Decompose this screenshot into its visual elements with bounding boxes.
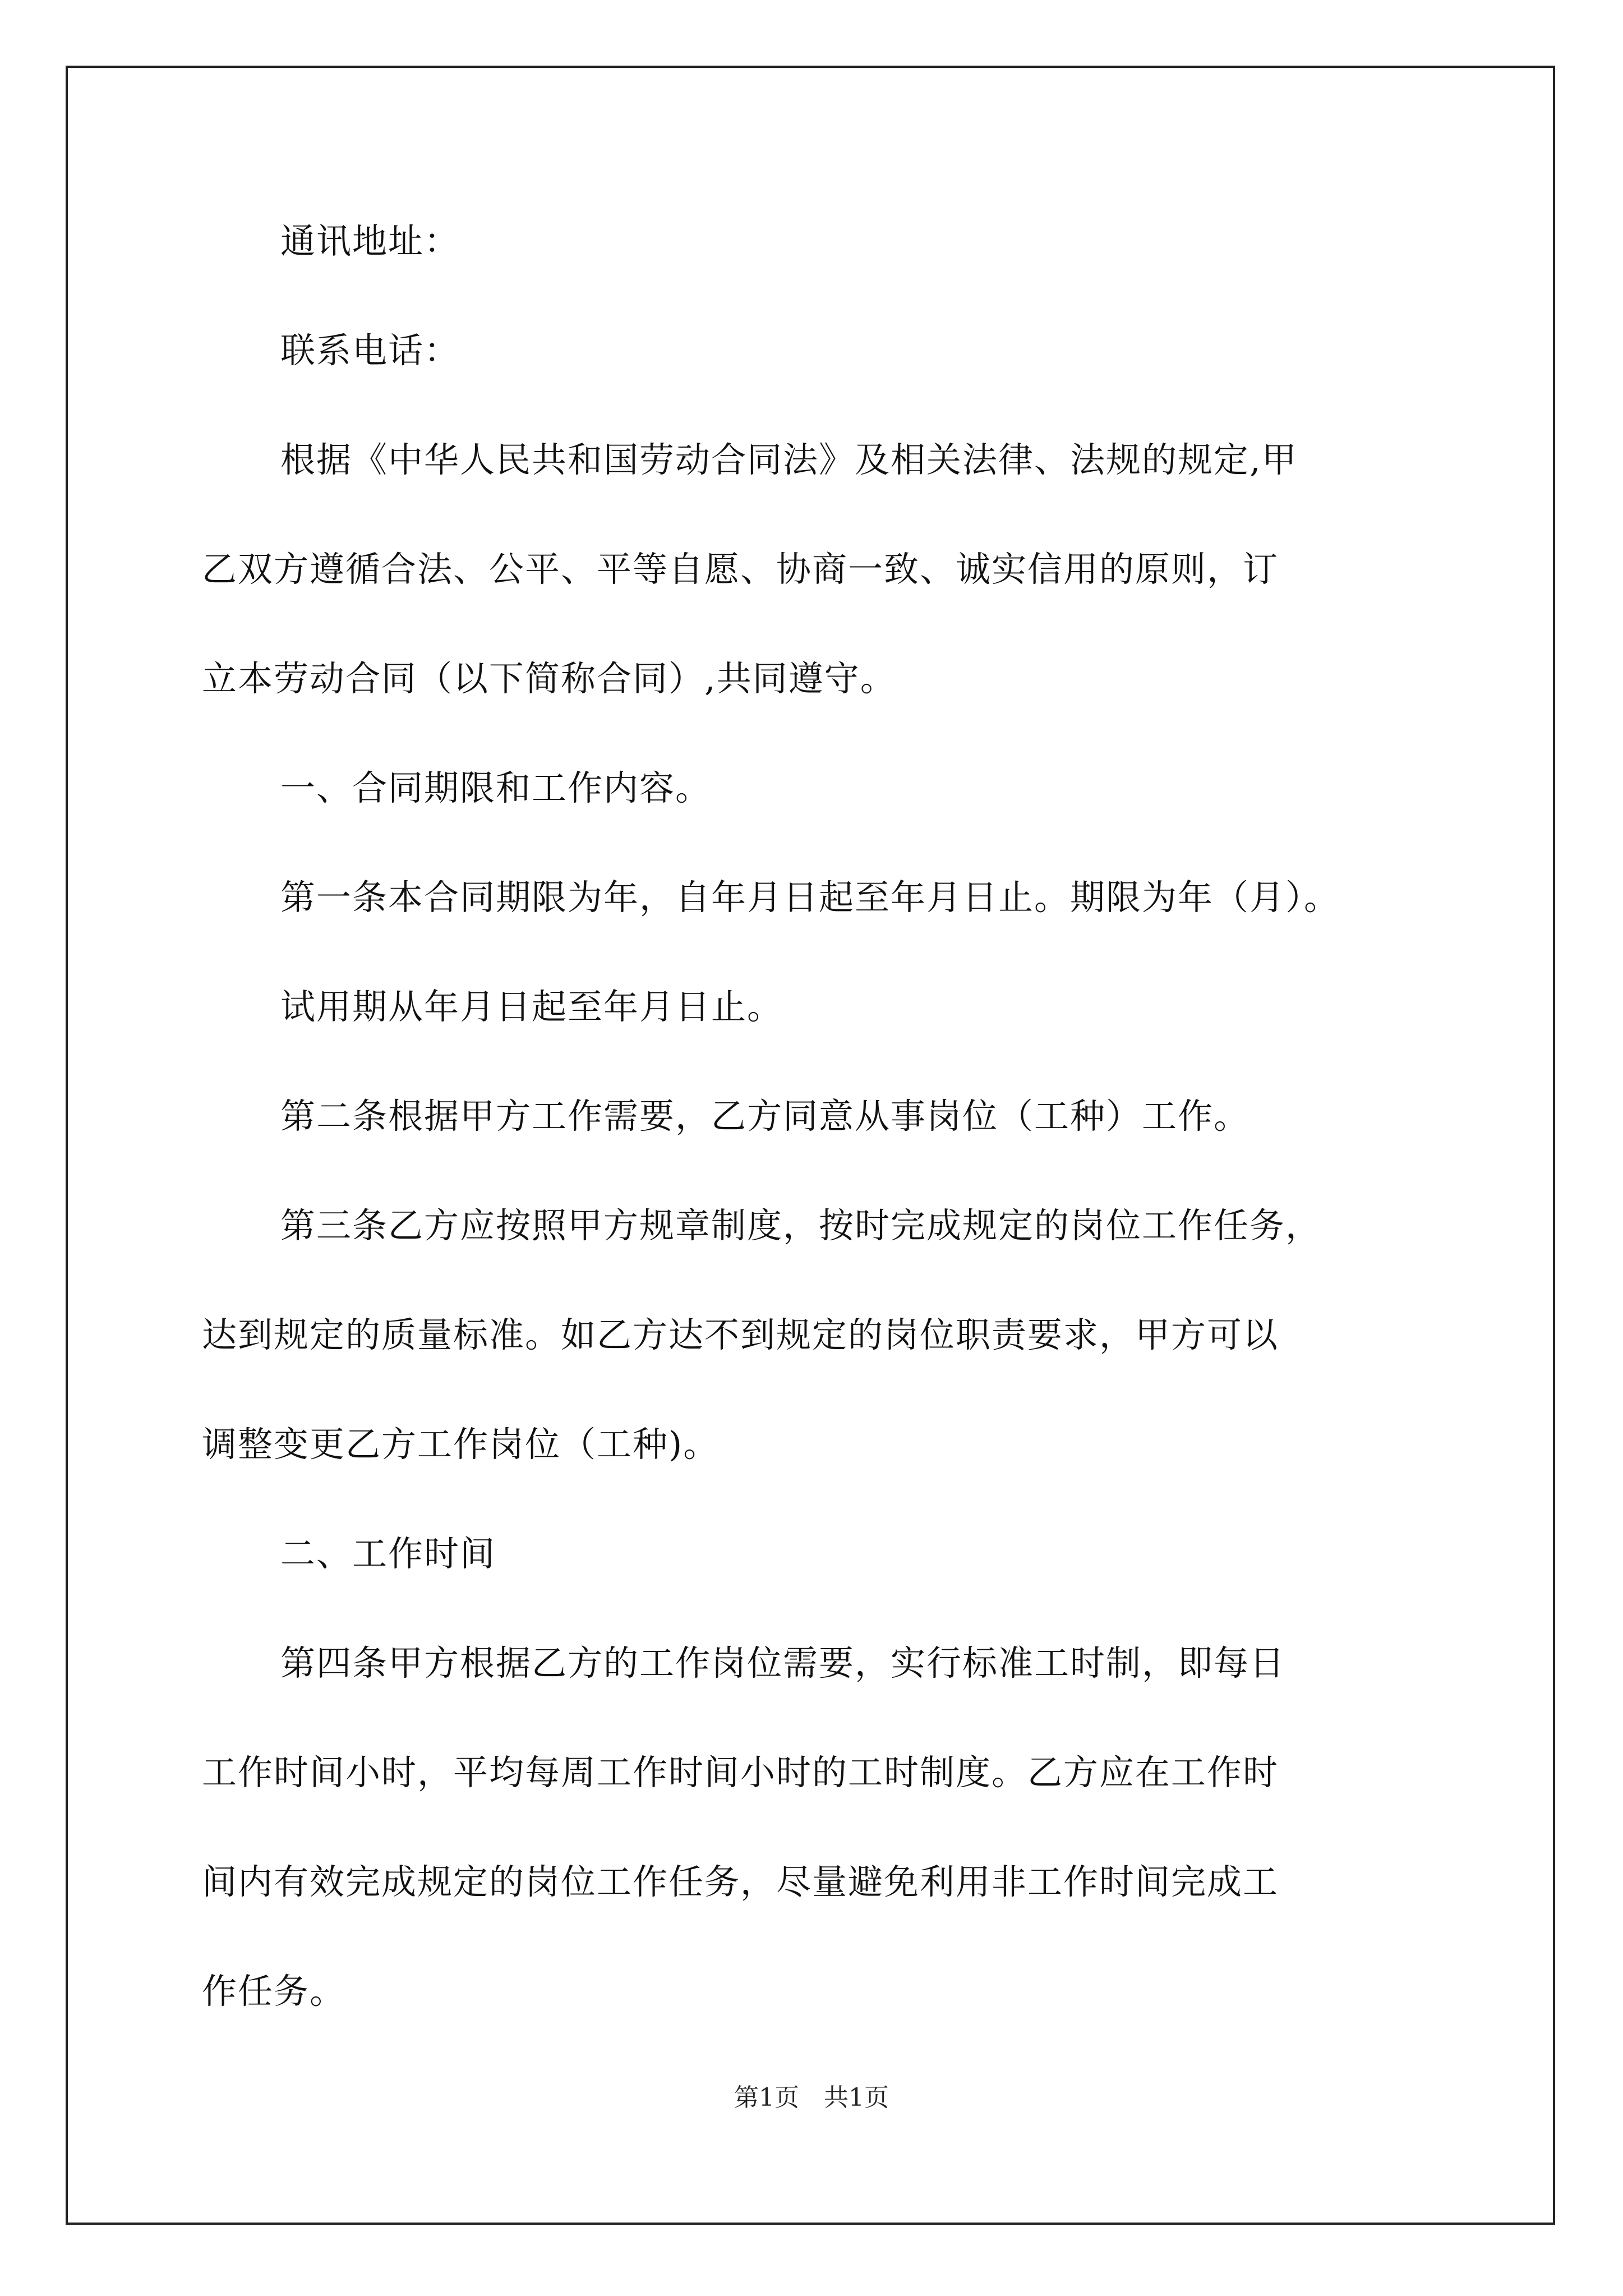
paragraph-line: 间内有效完成规定的岗位工作任务，尽量避免利用非工作时间完成工 bbox=[202, 1861, 1279, 1902]
phone-label: 联系电话： bbox=[280, 330, 460, 371]
paragraph-line: 工作时间小时，平均每周工作时间小时的工时制度。乙方应在工作时 bbox=[202, 1752, 1279, 1793]
paragraph-line: 立本劳动合同（以下简称合同）,共同遵守。 bbox=[202, 658, 896, 699]
paragraph-line: 达到规定的质量标准。如乙方达不到规定的岗位职责要求，甲方可以 bbox=[202, 1314, 1279, 1355]
page-number: 第1页 共1页 bbox=[734, 2083, 889, 2112]
section-heading: 二、工作时间 bbox=[280, 1533, 496, 1574]
paragraph-line: 第二条根据甲方工作需要，乙方同意从事岗位（工种）工作。 bbox=[280, 1096, 1250, 1137]
paragraph-line: 根据《中华人民共和国劳动合同法》及相关法律、法规的规定,甲 bbox=[280, 439, 1298, 480]
paragraph-line: 乙双方遵循合法、公平、平等自愿、协商一致、诚实信用的原则，订 bbox=[202, 549, 1279, 590]
address-label: 通讯地址： bbox=[280, 220, 460, 261]
section-heading: 一、合同期限和工作内容。 bbox=[280, 767, 712, 808]
paragraph-line: 作任务。 bbox=[202, 1971, 346, 2012]
paragraph-line: 第三条乙方应按照甲方规章制度，按时完成规定的岗位工作任务， bbox=[280, 1205, 1322, 1246]
paragraph-line: 第四条甲方根据乙方的工作岗位需要，实行标准工时制，即每日 bbox=[280, 1642, 1286, 1683]
paragraph-line: 第一条本合同期限为年，自年月日起至年月日止。期限为年（月）。 bbox=[280, 877, 1340, 918]
paragraph-line: 调整变更乙方工作岗位（工种)。 bbox=[202, 1424, 720, 1465]
paragraph-line: 试用期从年月日起至年月日止。 bbox=[280, 986, 783, 1027]
